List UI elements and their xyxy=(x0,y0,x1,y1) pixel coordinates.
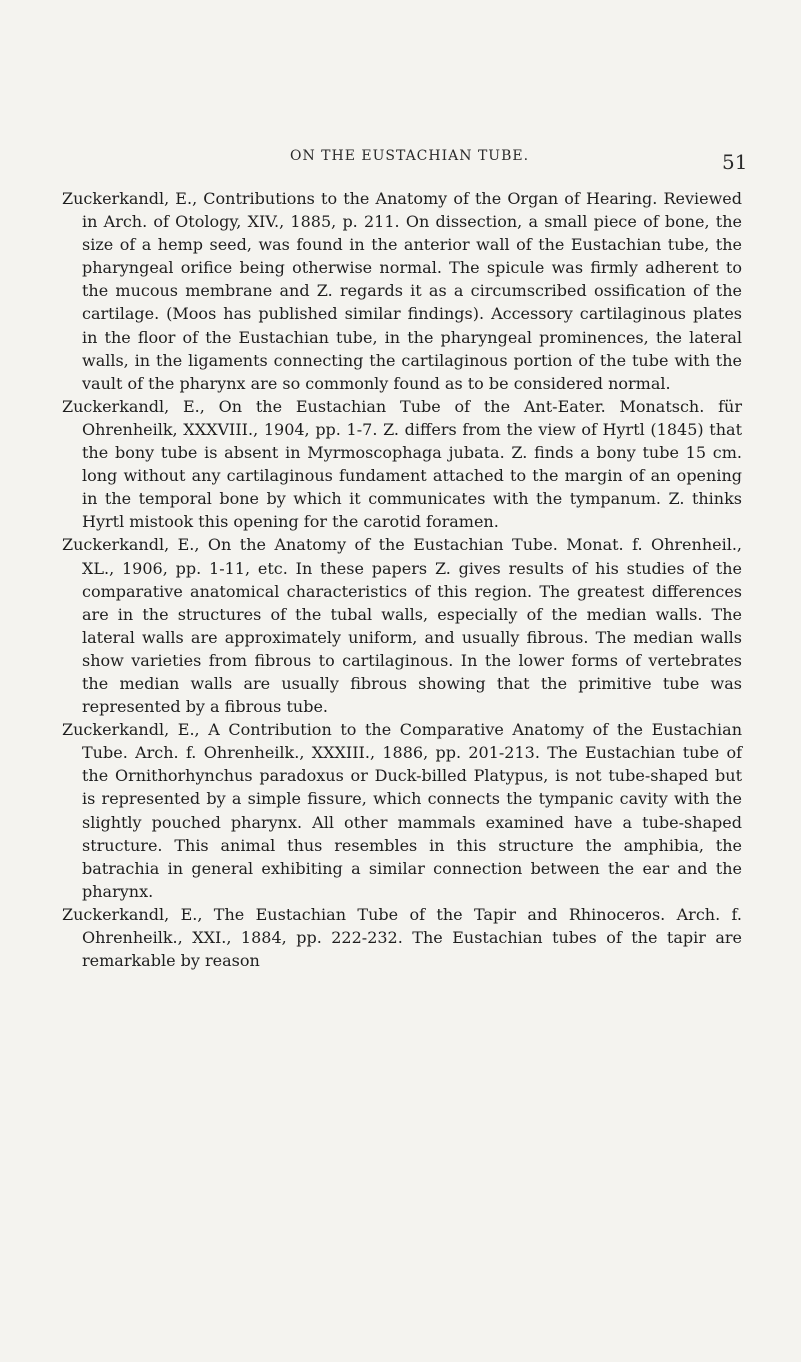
bibliography-list xyxy=(62,187,742,972)
bibliography-entry: Zuckerkandl, E., Contributions to the Anatomy of the Organ of Hearing. Reviewed in Arch. of Otology, XIV., 1885, p. 211. On dissection, a small piece of bone, the size of a hemp seed, was found in the anterior wall of the Eustachian tube, the pharyngeal orifice being otherwise normal. The spicule was firmly adherent to the mucous membrane and Z. regards it as a circumscribed ossification of the cartilage. (Moos has published similar findings). Accessory cartilaginous plates in the floor of the Eustachian tube, in the pharyngeal prominences, the lateral walls, in the ligaments connecting the cartilaginous portion of the tube with the vault of the pharynx are so commonly found as to be considered normal. xyxy=(62,189,742,393)
page-header xyxy=(0,148,801,178)
bibliography-entry: Zuckerkandl, E., The Eustachian Tube of the Tapir and Rhinoceros. Arch. f. Ohrenheilk., XXI., 1884, pp. 222-232. The Eustachian tubes of the tapir are remarkable by reason xyxy=(62,904,742,971)
bibliography-entry: Zuckerkandl, E., On the Eustachian Tube of the Ant-Eater. Monatsch. für Ohrenheilk, XXXVIII., 1904, pp. 1-7. Z. differs from the view of Hyrtl (1845) that the bony tube is absent in Myrmoscophaga jubata. Z. finds a bony tube 15 cm. long without any cartilaginous fundament attached to the margin of an opening in the temporal bone by which it communicates with the tympanum. Z. thinks Hyrtl mistook this opening for the carotid foramen. xyxy=(62,396,742,532)
page-number: 51 xyxy=(722,150,748,174)
running-title: ON THE EUSTACHIAN TUBE. xyxy=(290,148,530,164)
bibliography-entry: Zuckerkandl, E., On the Anatomy of the Eustachian Tube. Monat. f. Ohrenheil., XL., 1906, pp. 1-11, etc. In these papers Z. gives results of his studies of the comparative anatomical characteristics of this region. The greatest differences are in the structures of the tubal walls, especially of the median walls. The lateral walls are approximately uniform, and usually fibrous. The median walls show varieties from fibrous to cartilaginous. In the lower forms of vertebrates the median walls are usually fibrous showing that the primitive tube was represented by a fibrous tube. xyxy=(62,535,742,717)
bibliography-entry: Zuckerkandl, E., A Contribution to the Comparative Anatomy of the Eustachian Tube. Arch. f. Ohrenheilk., XXXIII., 1886, pp. 201-213. The Eustachian tube of the Ornithorhynchus paradoxus or Duck-billed Platypus, is not tube-shaped but is represented by a simple fissure, which connects the tympanic cavity with the slightly pouched pharynx. All other mammals examined have a tube-shaped structure. This animal thus resembles in this structure the amphibia, the batrachia in general exhibiting a similar connection between the ear and the pharynx. xyxy=(62,720,742,901)
